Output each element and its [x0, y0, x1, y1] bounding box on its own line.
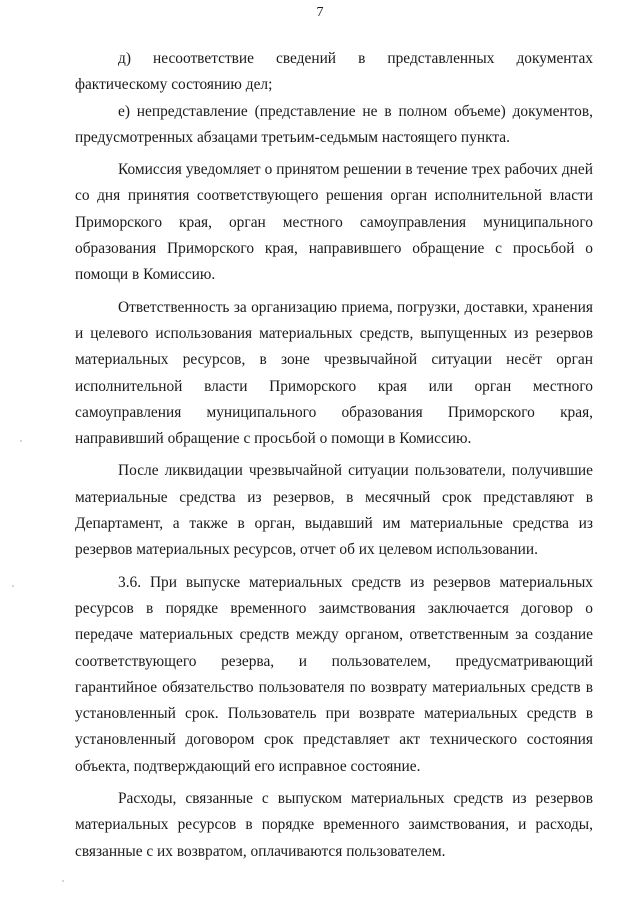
scan-speck [20, 440, 22, 442]
scan-speck [12, 585, 14, 587]
paragraph-commission-notice: Комиссия уведомляет о принятом решении в течение трех рабочих дней со дня принятия соответствующего решения орган исполнительной власти Приморского края, орган местного самоуправления муниципального образования Приморского края, направившего обращение с просьбой о помощи в Комиссию. [75, 161, 593, 284]
paragraph-responsibility: Ответственность за организацию приема, погрузки, доставки, хранения и целевого использования материальных средств, выпущенных из резервов материальных ресурсов, в зоне чрезвычайной ситуации несёт орган исполнительной власти Приморского края или орган местного самоуправления муниципального образования Приморского края, направивший обращение с просьбой о помощи в Комиссию. [75, 298, 593, 448]
paragraph-expenses: Расходы, связанные с выпуском материальных средств из резервов материальных ресурсов в порядке временного заимствования, и расходы, связанные с их возвратом, оплачиваются пользователем. [75, 790, 593, 860]
document-body [75, 46, 593, 865]
paragraph-section-3-6: 3.6. При выпуске материальных средств из резервов материальных ресурсов в порядке временного заимствования заключается договор о передаче материальных средств между органом, ответственным за создание соответствующего резерва, и пользователем, предусматривающий гарантийное обязательство пользователя по возврату материальных средств в установленный срок. Пользователь при возврате материальных средств в установленный договором срок представляет акт технического состояния объекта, подтверждающий его исправное состояние. [75, 573, 593, 775]
paragraph-usage-report: После ликвидации чрезвычайной ситуации пользователи, получившие материальные средства из резервов, в месячный срок представляют в Департамент, а также в орган, выдавший им материальные средства из резервов материальных ресурсов, отчет об их целевом использовании. [75, 462, 593, 559]
scan-speck [62, 880, 64, 882]
page-number: 7 [316, 5, 324, 20]
paragraph-item-d: д) несоответствие сведений в представленных документах фактическому состоянию дел; [75, 50, 593, 94]
paragraph-item-e: е) непредставление (представление не в полном объеме) документов, предусмотренных абзацами третьим-седьмым настоящего пункта. [75, 102, 593, 146]
